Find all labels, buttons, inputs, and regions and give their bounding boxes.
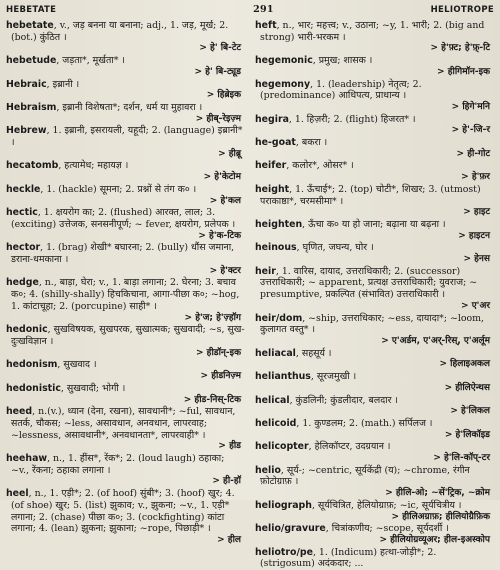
headword: helicopter [255, 441, 309, 453]
definition: , चित्रांकणीय; ~scope, सूर्यदर्शी । [325, 523, 449, 535]
pronunciation: > हीगिमॉन-इक [437, 66, 490, 77]
headword: hectic [6, 207, 38, 219]
headword: heliograph [255, 499, 312, 511]
headword: Hebraism [6, 101, 57, 113]
dictionary-entry [255, 137, 494, 149]
headword: helicoid [255, 417, 297, 429]
dictionary-entry [255, 500, 494, 512]
pronunciation: > हीलिअग्राफ़; हीलियोग्रैफ़िक [391, 511, 490, 522]
pronunciation: > ए'अर [461, 300, 490, 311]
headword: height [255, 183, 290, 195]
dictionary-entry [6, 20, 245, 43]
headword: hedonistic [6, 382, 61, 394]
dictionary-entry [6, 184, 245, 196]
headword: heehaw [6, 453, 48, 465]
dictionary-entry [255, 465, 494, 488]
definition: , n., भार; महत्त्व; v., उठाना; ~y, 1. भारी; 2. (big and strong) भारी-भरकम । [260, 20, 485, 43]
headword: helio/gravure [255, 523, 326, 535]
pronunciation: > हीड-निस्-टिक [183, 394, 241, 405]
headword: he-goat [255, 137, 296, 149]
pronunciation: > ही-गोट [456, 148, 490, 159]
headword: hedonism [6, 359, 58, 371]
dictionary-entry [255, 20, 494, 43]
pronunciation: > हील [217, 534, 241, 545]
headword: heliotro/pe [255, 546, 313, 558]
headword: heir/dom [255, 312, 303, 324]
pronunciation: > हे'केटोम [203, 172, 241, 183]
pronunciation: > हे'लिकॉइड [444, 429, 490, 440]
definition: , 1. (hackle) सूमना; 2. प्रश्नों से तंग क० । [40, 183, 197, 195]
headword: hedonic [6, 324, 48, 336]
pronunciation: > हे'लि-कॉप्-टर [433, 453, 490, 464]
right-guide-word: HELIOTROPE [430, 5, 494, 15]
right-column [255, 20, 494, 570]
headword: heliacal [255, 347, 296, 359]
definition: , 1. ऊँचाई*; 2. (top) चोटी*, शिखर; 3. (utmost) पराकाष्ठा*, चरमसीमा* । [260, 183, 481, 207]
dictionary-entry [6, 359, 245, 371]
dictionary-entry [6, 102, 245, 114]
headword: hegemony [255, 78, 311, 90]
definition: , v., जड़ बनना या बनाना; adj., 1. जड़, मूर्ख; 2. (bot.) कुंठित । [11, 20, 229, 43]
dictionary-entry [255, 371, 494, 383]
dictionary-entry [6, 488, 245, 535]
pronunciation: > हे'लिकल [450, 406, 490, 417]
dictionary-entry [255, 418, 494, 430]
pronunciation: > हाइट [463, 207, 490, 218]
pronunciation: > हीडॉन्-इक [196, 347, 241, 358]
dictionary-entry [6, 207, 245, 230]
definition: , सूर्य-; ~centric, सूर्यकेंद्री (य); ~chrome, रंगीन फ़ोटोग्राफ़ । [260, 464, 470, 488]
dictionary-entry [6, 242, 245, 265]
headword: hegemonic [255, 55, 313, 67]
headword: hector [6, 242, 41, 254]
pronunciation: > हे'फ़्ट; हे'फ़्-टि [430, 43, 490, 54]
headword: hedge [6, 277, 39, 289]
page-number: 291 [253, 4, 274, 15]
pronunciation: > हिब्रेइक [206, 90, 241, 101]
dictionary-entry [6, 383, 245, 395]
pronunciation: > हीलिऐन्थस [444, 382, 490, 393]
definition: , कुंडलिनी; कुंडलीदार, बलदार । [289, 394, 398, 406]
headword: heifer [255, 160, 287, 172]
pronunciation: > हे' बि-ट्यूड [194, 66, 241, 77]
definition: , सूरजमुखी । [310, 371, 357, 383]
pronunciation: > हीलि-ओ; ~सें'ट्रिक, ~क्रोम [385, 488, 490, 499]
pronunciation: > हिगे'मनि [451, 101, 490, 112]
definition: , 1. क्षयरोग का; 2. (flushed) आरक्त, लाल; 3. (exciting) उत्तेजक, सनसनीपूर्ण; ~ fever, क्षयरोग, प्रलेपक । [11, 207, 236, 230]
pronunciation: > हेनस [463, 254, 490, 265]
headword: hegira [255, 113, 289, 125]
dictionary-entry [6, 324, 245, 347]
definition: , 1. इब्रानी, इसरायली, यहूदी; 2. (language) इब्रानी* । [11, 125, 243, 149]
definition: , ~ship, उत्तराधिकार; ~ess, दायादा*; ~loom, कुलागत वस्तु* । [260, 312, 485, 336]
definition: , हत्यामेध; महायज्ञ । [58, 160, 129, 172]
headword: hebetude [6, 55, 57, 67]
definition: , जड़ता*, मूर्खता* । [56, 55, 125, 67]
dictionary-entry [255, 184, 494, 207]
definition: , 1. हिज़री; 2. (flight) हिजरत* । [288, 113, 416, 125]
pronunciation: > ही-हॉ [212, 476, 241, 487]
pronunciation: > हिलाइअकल [439, 359, 490, 370]
dictionary-entry [255, 55, 494, 67]
pronunciation: > ए'अर्डम, ए'अर्-रिस्, ए'अर्लूम [381, 335, 490, 346]
headword: hebetate [6, 20, 54, 31]
definition: , सुखविषयक, सुखपरक, सुखात्मक; सुखवादी; ~s, सुख-दुःखविज्ञान । [11, 324, 245, 347]
dictionary-entry [6, 125, 245, 148]
dictionary-entry [6, 79, 245, 91]
definition: , ऊँचा क० या हो जाना; बढ़ाना या बढ़ना । [302, 218, 446, 230]
left-guide-word: HEBETATE [6, 5, 57, 15]
headword: heir [255, 265, 276, 277]
definition: , n., 1. एड़ी*; 2. (of hoof) सुंबी*; 3. (hoof) खुर; 4. (of shoe) खुर; 5. (list) झुकाव; v., झुकना; ~v., 1. एड़ी* लगाना; 2. (chase) पीछा क०; 3. (cockfighting) कांटा लगाना; 4. (lean) झुकना; झुकाना; ~rope, पिछाड़ी* । [11, 488, 235, 535]
pronunciation: > हे' बि-टेट [199, 43, 241, 54]
definition: , बकरा । [295, 137, 328, 149]
dictionary-entry [6, 160, 245, 172]
headword: helical [255, 394, 290, 406]
headword: heft [255, 20, 277, 31]
pronunciation: > हीलियोग्रव्यूअर; हील-इअस्कोप [379, 534, 490, 545]
dictionary-entry [6, 406, 245, 441]
definition: , 1. (brag) शेखी* बघारना; 2. (bully) धौंस जमाना, डराना-धमकाना । [11, 242, 235, 266]
dictionary-entry [255, 160, 494, 172]
dictionary-entry [255, 441, 494, 453]
dictionary-entry [6, 55, 245, 67]
definition: , 1. कुण्डलम; 2. (math.) सर्पिलज । [296, 417, 433, 429]
dictionary-entry [255, 395, 494, 407]
definition: , n., 1. हींस*, रेंक*; 2. (loud laugh) ठहाका; ~v., रेंकना; ठहाका लगाना । [11, 453, 225, 476]
pronunciation: > हे'क-टिक [198, 230, 241, 241]
headword: heinous [255, 242, 297, 254]
headword: heel [6, 488, 29, 500]
dictionary-entry [255, 242, 494, 254]
dictionary-entry [6, 453, 245, 476]
definition: , हेलिकॉप्टर, उदग्रयान । [308, 441, 391, 453]
definition: , कलोर*, ओसर* । [286, 160, 354, 172]
pronunciation: > हे'ज; हे'ज़्हॉग [184, 312, 241, 323]
pronunciation: > हे'कल [209, 195, 241, 206]
definition: , इब्रानी । [46, 78, 80, 90]
dictionary-entry [6, 277, 245, 312]
dictionary-entry [255, 79, 494, 102]
definition: , घृणित, जघन्य, घोर । [296, 242, 374, 254]
definition: , इब्रानी विशेषता*; दर्शन, धर्म या मुहावरा । [56, 101, 203, 113]
headword: heighten [255, 218, 303, 230]
dictionary-entry [255, 114, 494, 126]
pronunciation: > हे'-जि-र [451, 125, 490, 136]
left-column [6, 20, 245, 570]
headword: heckle [6, 183, 41, 195]
pronunciation: > हीड [218, 441, 241, 452]
pronunciation: > हे'क्टर [209, 265, 241, 276]
pronunciation: > हाइटन [458, 230, 490, 241]
definition: , प्रमुख; शासक । [312, 55, 373, 67]
definition: , सुखवाद । [57, 359, 97, 371]
dictionary-entry [255, 219, 494, 231]
page-columns [6, 20, 494, 570]
headword: Hebrew [6, 125, 47, 137]
definition: , 1. (leadership) नेतृत्व; 2. (predominance) आधिपत्य, प्राधान्य । [260, 78, 422, 102]
headword: heed [6, 406, 33, 418]
definition: , सुखवादी; भोगी । [60, 382, 126, 394]
headword: Hebraic [6, 78, 47, 90]
page-header [6, 4, 494, 18]
pronunciation: > हे'फ़र [461, 172, 490, 183]
dictionary-entry [255, 266, 494, 301]
headword: helianthus [255, 371, 311, 383]
dictionary-entry [255, 547, 494, 570]
headword: hecatomb [6, 160, 59, 172]
dictionary-entry [255, 348, 494, 360]
definition: , सूर्यचित्रित, हेलियोग्राफ़; ~ic, सूर्यचित्रीय । [311, 499, 462, 511]
definition: , सहसूर्य । [295, 347, 332, 359]
definition: , n.(v.), ध्यान (देना, रखना), सावधानी*; ~ful, सावधान, सतर्क, चौकस; ~less, असावधान, अनवधान, लापरवाह; ~lessness, असावधानी*, अनवधानता*, लापरवाही* । [11, 406, 236, 441]
dictionary-entry [255, 313, 494, 336]
pronunciation: > हीब्-रेइज़्म [195, 113, 241, 124]
pronunciation: > हीब्रू [218, 148, 241, 159]
definition: , 1. वारिस, दायाद, उत्तराधिकारी; 2. (successor) उत्तराधिकारी; ~ apparent, प्रत्यक्ष उत्तराधिकारी; युवराज; ~ presumptive, प्रकल्पित (संभावित) उत्तराधिकारी । [260, 265, 478, 301]
headword: helio [255, 464, 281, 476]
pronunciation: > हीडनिज़्म [200, 371, 241, 382]
dictionary-entry [255, 523, 494, 535]
definition: , 1. (Indicum) हत्था-जोड़ी*; 2. (strigosum) अदंकदार; ... [260, 546, 437, 570]
definition: , n., बाड़ा, घेरा; v., 1. बाड़ा लगाना; 2. घेरना; 3. बचाव क०; 4. (shilly-shally) हिचकिचाना, आगा-पीछा क०; ~hog, 1. कांटाचूहा; 2. (porcupine) साही* । [11, 277, 240, 312]
